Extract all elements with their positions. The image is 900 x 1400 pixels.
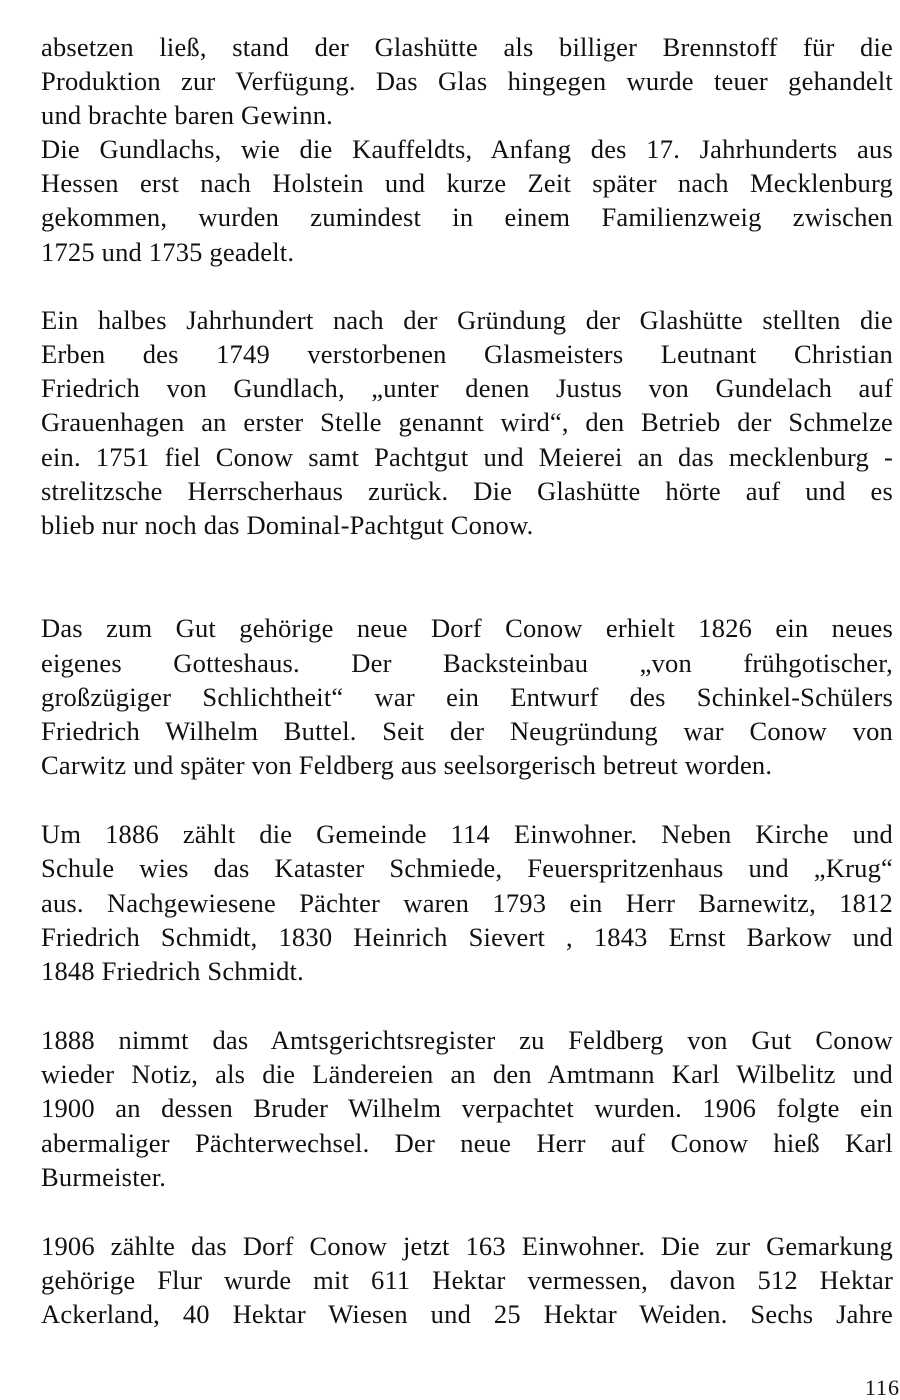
text-line: abermaliger Pächterwechsel. Der neue Herr auf Conow hieß Karl [41,1128,893,1158]
text-line: 1725 und 1735 geadelt. [41,237,295,267]
text-line: absetzen ließ, stand der Glashütte als billiger Brennstoff für die [41,32,893,62]
text-line: großzügiger Schlichtheit“ war ein Entwurf des Schinkel-Schülers [41,682,893,712]
text-line: eigenes Gotteshaus. Der Backsteinbau „von frühgotischer, [41,648,893,678]
text-line: gekommen, wurden zumindest in einem Familienzweig zwischen [41,202,893,232]
text-line: 1900 an dessen Bruder Wilhelm verpachtet wurden. 1906 folgte ein [41,1093,893,1123]
text-line: Carwitz und später von Feldberg aus seelsorgerisch betreut worden. [41,750,773,780]
text-line: Um 1886 zählt die Gemeinde 114 Einwohner. Neben Kirche und [41,819,893,849]
text-line: ein. 1751 fiel Conow samt Pachtgut und Meierei an das mecklenburg - [41,442,893,472]
text-line: Erben des 1749 verstorbenen Glasmeisters Leutnant Christian [41,339,893,369]
text-line: aus. Nachgewiesene Pächter waren 1793 ein Herr Barnewitz, 1812 [41,888,893,918]
text-line: Ein halbes Jahrhundert nach der Gründung der Glashütte stellten die [41,305,893,335]
text-line: 1848 Friedrich Schmidt. [41,956,304,986]
text-line: und brachte baren Gewinn. [41,100,333,130]
text-line: Burmeister. [41,1162,167,1192]
text-line: gehörige Flur wurde mit 611 Hektar vermessen, davon 512 Hektar [41,1265,893,1295]
text-line: Schule wies das Kataster Schmiede, Feuerspritzenhaus und „Krug“ [41,853,893,883]
text-line: 1906 zählte das Dorf Conow jetzt 163 Einwohner. Die zur Gemarkung [41,1231,893,1261]
text-line: Friedrich Wilhelm Buttel. Seit der Neugründung war Conow von [41,716,893,746]
text-line: Friedrich von Gundlach, „unter denen Justus von Gundelach auf [41,373,893,403]
text-line: Friedrich Schmidt, 1830 Heinrich Sievert , 1843 Ernst Barkow und [41,922,893,952]
text-line: Das zum Gut gehörige neue Dorf Conow erhielt 1826 ein neues [41,613,893,643]
text-line: Hessen erst nach Holstein und kurze Zeit später nach Mecklenburg [41,168,893,198]
page-number: 116 [864,1375,900,1400]
text-line: strelitzsche Herrscherhaus zurück. Die Glashütte hörte auf und es [41,476,893,506]
text-line: Die Gundlachs, wie die Kauffeldts, Anfang des 17. Jahrhunderts aus [41,134,893,164]
text-line: 1888 nimmt das Amtsgerichtsregister zu Feldberg von Gut Conow [41,1025,893,1055]
text-line: Grauenhagen an erster Stelle genannt wird“, den Betrieb der Schmelze [41,407,893,437]
text-line: blieb nur noch das Dominal-Pachtgut Conow. [41,510,534,540]
text-line: Ackerland, 40 Hektar Wiesen und 25 Hektar Weiden. Sechs Jahre [41,1299,893,1329]
text-line: wieder Notiz, als die Ländereien an den Amtmann Karl Wilbelitz und [41,1059,893,1089]
text-line: Produktion zur Verfügung. Das Glas hingegen wurde teuer gehandelt [41,66,893,96]
